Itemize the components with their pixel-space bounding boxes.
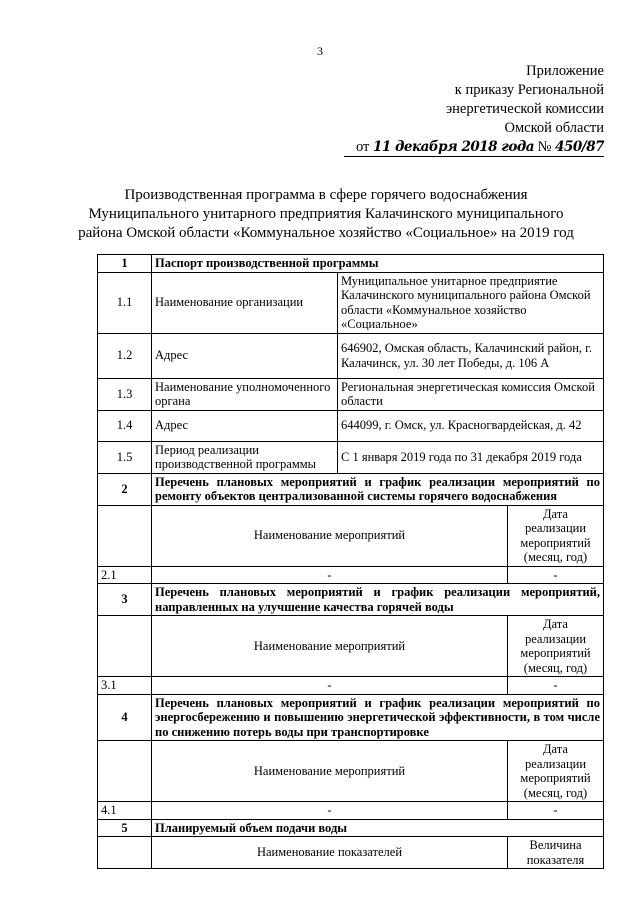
section-number: 1 [98, 255, 152, 273]
title-line-3: района Омской области «Коммунальное хозяйство «Социальное» на 2019 год [78, 225, 574, 241]
column-header-row [98, 741, 604, 802]
title-line-2: Муниципального унитарного предприятия Калачинского муниципального [88, 206, 564, 222]
row-label: Наименование уполномоченного органа [152, 378, 338, 410]
row-value: - [508, 677, 604, 695]
column-header: Дата реализации мероприятий (месяц, год) [508, 741, 604, 802]
appendix-line-1: Приложение [526, 63, 604, 79]
document-title [60, 186, 592, 243]
table-row [98, 566, 604, 584]
row-number: 3.1 [98, 677, 152, 695]
row-value: 646902, Омская область, Калачинский район, г. Калачинск, ул. 30 лет Победы, д. 106 А [338, 333, 604, 378]
order-number-handwritten: 450/87 [555, 139, 604, 155]
section-number: 2 [98, 473, 152, 505]
section-header-row [98, 255, 604, 273]
order-prefix: от [355, 139, 370, 155]
empty-cell [98, 837, 152, 869]
row-number: 1.1 [98, 272, 152, 333]
order-number-label: № [537, 139, 552, 155]
section-header-row [98, 473, 604, 505]
order-underline [344, 156, 604, 157]
row-label: Адрес [152, 410, 338, 441]
column-header: Наименование мероприятий [152, 505, 508, 566]
section-header-row [98, 819, 604, 837]
row-number: 2.1 [98, 566, 152, 584]
section-title: Планируемый объем подачи воды [152, 819, 604, 837]
appendix-line-3: энергетической комиссии [445, 101, 604, 117]
section-header-row [98, 694, 604, 741]
row-value: - [152, 677, 508, 695]
row-value: 644099, г. Омск, ул. Красногвардейская, д. 42 [338, 410, 604, 441]
column-header: Дата реализации мероприятий (месяц, год) [508, 616, 604, 677]
column-header-row [98, 616, 604, 677]
section-header-row [98, 584, 604, 616]
empty-cell [98, 505, 152, 566]
table-row [98, 410, 604, 441]
row-number: 4.1 [98, 802, 152, 820]
row-value: - [508, 802, 604, 820]
section-title: Перечень плановых мероприятий и график реализации мероприятий по энергосбережению и повышению энергетической эффективности, в том числе по снижению потерь воды при транспортировке [152, 694, 604, 741]
section-number: 3 [98, 584, 152, 616]
row-label: Наименование организации [152, 272, 338, 333]
appendix-line-2: к приказу Региональной [454, 82, 604, 98]
column-header-row [98, 837, 604, 869]
table-row [98, 333, 604, 378]
page-number: 3 [317, 44, 323, 58]
row-value: Региональная энергетическая комиссия Омской области [338, 378, 604, 410]
row-value: Муниципальное унитарное предприятие Калачинского муниципального района Омской области «Коммунальное хозяйство «Социальное» [338, 272, 604, 333]
row-value: С 1 января 2019 года по 31 декабря 2019 года [338, 441, 604, 473]
column-header-row [98, 505, 604, 566]
row-number: 1.3 [98, 378, 152, 410]
row-value: - [152, 802, 508, 820]
column-header: Дата реализации мероприятий (месяц, год) [508, 505, 604, 566]
column-header: Наименование показателей [152, 837, 508, 869]
title-line-1: Производственная программа в сфере горячего водоснабжения [124, 187, 528, 203]
section-title: Паспорт производственной программы [152, 255, 604, 273]
order-reference [344, 138, 604, 158]
column-header: Величина показателя [508, 837, 604, 869]
empty-cell [98, 616, 152, 677]
section-title: Перечень плановых мероприятий и график реализации мероприятий, направленных на улучшение качества горячей воды [152, 584, 604, 616]
section-number: 4 [98, 694, 152, 741]
row-label: Период реализации производственной программы [152, 441, 338, 473]
section-title: Перечень плановых мероприятий и график реализации мероприятий по ремонту объектов централизованной системы горячего водоснабжения [152, 473, 604, 505]
row-label: Адрес [152, 333, 338, 378]
row-value: - [152, 566, 508, 584]
table-row [98, 272, 604, 333]
table-row [98, 441, 604, 473]
table-row [98, 677, 604, 695]
appendix-line-4: Омской области [504, 120, 604, 136]
column-header: Наименование мероприятий [152, 741, 508, 802]
program-table [97, 254, 604, 869]
column-header: Наименование мероприятий [152, 616, 508, 677]
order-date-handwritten: 11 декабря 2018 года [373, 139, 534, 155]
table-row [98, 378, 604, 410]
section-number: 5 [98, 819, 152, 837]
empty-cell [98, 741, 152, 802]
row-number: 1.2 [98, 333, 152, 378]
row-value: - [508, 566, 604, 584]
row-number: 1.5 [98, 441, 152, 473]
table-row [98, 802, 604, 820]
appendix-block [344, 62, 604, 158]
row-number: 1.4 [98, 410, 152, 441]
